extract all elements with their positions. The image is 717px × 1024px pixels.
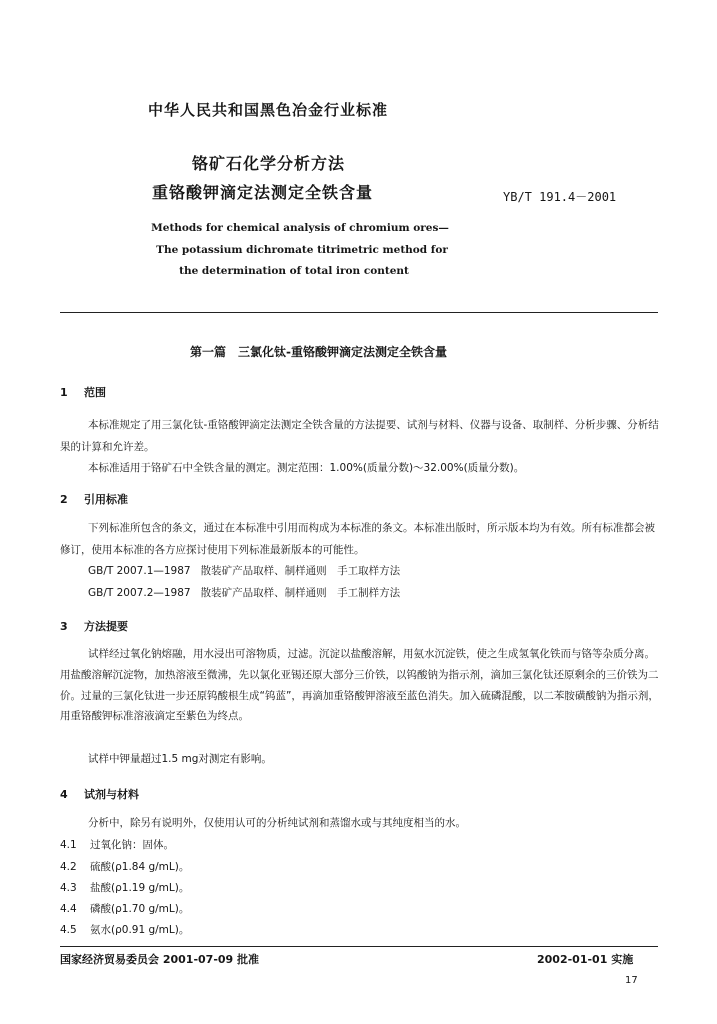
- item-text: 过氧化钠：固体。: [90, 839, 174, 851]
- section-3-paragraph-2: 试样中钾量超过1.5 mg对测定有影响。: [88, 753, 272, 765]
- item-text: 氨水(ρ0.91 g/mL)。: [90, 924, 190, 936]
- item-text: 硫酸(ρ1.84 g/mL)。: [90, 861, 190, 873]
- section-heading-4: [60, 786, 139, 802]
- section-title: 试剂与材料: [84, 788, 139, 801]
- reference-2: [88, 585, 400, 600]
- part-title: 第一篇 三氯化钛-重铬酸钾滴定法测定全铁含量: [190, 345, 447, 359]
- item-text: 磷酸(ρ1.70 g/mL)。: [90, 903, 190, 915]
- section-title: 引用标准: [84, 493, 128, 506]
- section-title: 范围: [84, 386, 106, 399]
- reference-title: 散装矿产品取样、制样通则 手工取样方法: [200, 565, 401, 577]
- reference-1: [88, 563, 400, 578]
- reference-title: 散装矿产品取样、制样通则 手工制样方法: [200, 587, 401, 599]
- section-heading-1: [60, 384, 106, 400]
- section-number: 4: [60, 788, 68, 801]
- item-number: 4.3: [60, 882, 77, 894]
- reagent-item: [60, 837, 174, 852]
- reagent-item: [60, 922, 189, 937]
- reagent-item: [60, 880, 189, 895]
- footer-divider: [60, 946, 658, 947]
- implementation-line: 2002-01-01 实施: [537, 953, 634, 966]
- item-number: 4.5: [60, 924, 77, 936]
- item-number: 4.1: [60, 839, 77, 851]
- reference-code: GB/T 2007.1—1987: [88, 565, 191, 577]
- reagent-item: [60, 859, 189, 874]
- section-heading-2: [60, 491, 128, 507]
- english-title-line-2: The potassium dichromate titrimetric method for: [156, 244, 448, 256]
- reagent-item: [60, 901, 189, 916]
- section-title: 方法提要: [84, 620, 128, 633]
- english-title-line-1: Methods for chemical analysis of chromium ores—: [151, 222, 449, 234]
- page-number: 17: [625, 975, 638, 986]
- item-number: 4.2: [60, 861, 77, 873]
- item-text: 盐酸(ρ1.19 g/mL)。: [90, 882, 190, 894]
- section-1-paragraph-1: 本标准规定了用三氯化钛-重铬酸钾滴定法测定全铁含量的方法提要、试剂与材料、仪器与设备、取制样、分析步骤、分析结果的计算和允许差。: [60, 419, 659, 453]
- section-number: 3: [60, 620, 68, 633]
- section-1-paragraph-2: 本标准适用于铬矿石中全铁含量的测定。测定范围：1.00%(质量分数)～32.00%(质量分数)。: [88, 462, 525, 474]
- issuer-line: 中华人民共和国黑色冶金行业标准: [148, 101, 389, 119]
- section-number: 2: [60, 493, 68, 506]
- section-number: 1: [60, 386, 68, 399]
- reference-code: GB/T 2007.2—1987: [88, 587, 191, 599]
- approval-line: 国家经济贸易委员会 2001-07-09 批准: [60, 953, 260, 966]
- item-number: 4.4: [60, 903, 77, 915]
- standard-number: YB/T 191.4－2001: [503, 190, 617, 204]
- header-divider: [60, 312, 658, 313]
- section-4-paragraph-1: 分析中，除另有说明外，仅使用认可的分析纯试剂和蒸馏水或与其纯度相当的水。: [88, 817, 466, 829]
- section-2-paragraph-1: 下列标准所包含的条文，通过在本标准中引用而构成为本标准的条文。本标准出版时，所示版本均为有效。所有标准都会被修订，使用本标准的各方应探讨使用下列标准最新版本的可能性。: [60, 522, 655, 556]
- english-title-line-3: the determination of total iron content: [179, 265, 409, 277]
- title-line-2: 重铬酸钾滴定法测定全铁含量: [152, 183, 374, 202]
- section-3-paragraph-1: 试样经过氧化钠熔融，用水浸出可溶物质，过滤。沉淀以盐酸溶解，用氨水沉淀铁，使之生成氢氧化铁而与铬等杂质分离。用盐酸溶解沉淀物，加热溶液至微沸，先以氯化亚锡还原大部分三价铁，以钨酸钠为指示剂，滴加三氯化钛还原剩余的三价铁为二价。过量的三氯化钛进一步还原钨酸根生成“钨蓝”，再滴加重铬酸钾溶液至蓝色消失。加入硫磷混酸，以二苯胺磺酸钠为指示剂，用重铬酸钾标准溶液滴定至紫色为终点。: [60, 648, 659, 723]
- title-line-1: 铬矿石化学分析方法: [192, 154, 346, 173]
- section-heading-3: [60, 618, 128, 634]
